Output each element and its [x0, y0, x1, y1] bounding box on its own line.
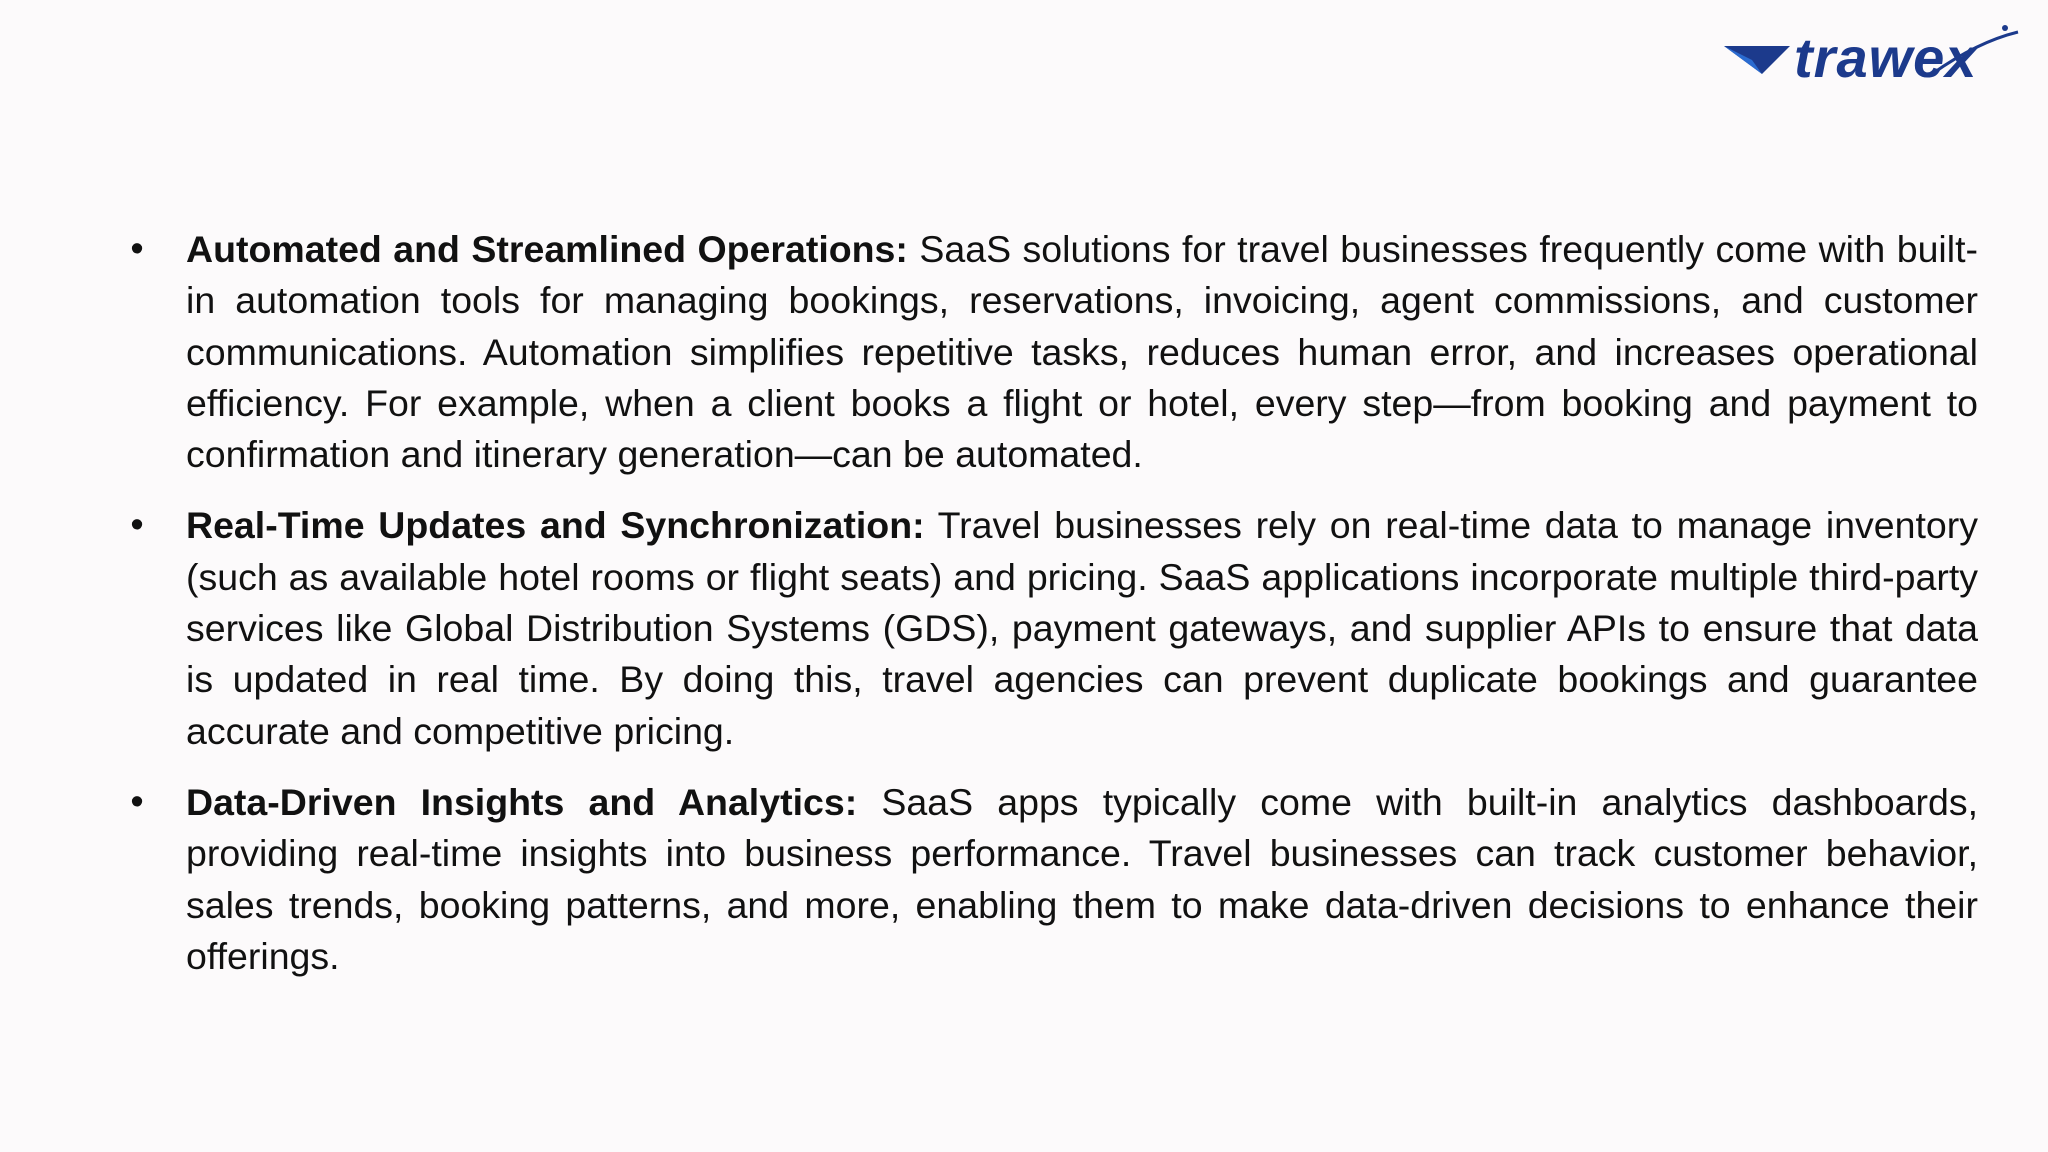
bullet-term: Data-Driven Insights and Analytics:: [186, 780, 858, 823]
bullet-paragraph: [186, 500, 1978, 756]
swoosh-icon: [1922, 22, 2022, 82]
bullet-body: SaaS solutions for travel businesses frequently come with built-in automation tools for managing bookings, reservations, invoicing, agent commissions, and customer communications. Automation simplifies repetitive tasks, reduces human error, and increases operational efficiency. For example, when a client books a flight or hotel, every step—from booking and payment to confirmation and itinerary generation—can be automated.: [186, 228, 1978, 476]
bullet-paragraph: [186, 224, 1978, 480]
logo-wordmark: trawex: [1794, 26, 1978, 89]
bullet-term: Real-Time Updates and Synchronization:: [186, 504, 925, 547]
bullet-marker: •: [130, 228, 144, 270]
bullet-marker: •: [130, 504, 144, 547]
bullet-paragraph: [186, 777, 1978, 982]
bullet-term: Automated and Streamlined Operations:: [186, 228, 908, 270]
bullet-item: [122, 224, 1978, 480]
bullet-marker: •: [130, 780, 144, 823]
bullet-item: [122, 500, 1978, 756]
plane-mark-icon: [1722, 40, 1792, 80]
bullet-body: SaaS apps typically come with built-in analytics dashboards, providing real-time insights into business performance. Travel businesses can track customer behavior, sales trends, booking patterns, and more, enabling them to make data-driven decisions to enhance their offerings.: [186, 780, 1978, 977]
bullet-item: [122, 777, 1978, 982]
bullet-list: [122, 224, 1978, 1002]
bullet-body: Travel businesses rely on real-time data to manage inventory (such as available hotel rooms or flight seats) and pricing. SaaS applications incorporate multiple third-party services like Global Distribution Systems (GDS), payment gateways, and supplier APIs to ensure that data is updated in real time. By doing this, travel agencies can prevent duplicate bookings and guarantee accurate and competitive pricing.: [186, 504, 1978, 752]
trawex-logo: [1722, 22, 2022, 94]
